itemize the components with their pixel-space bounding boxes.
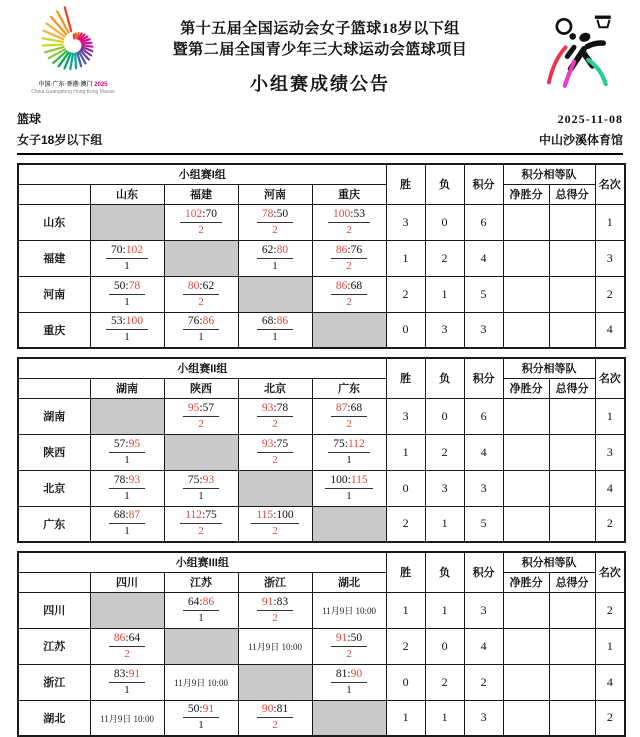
points-value: 3: [464, 592, 503, 628]
col-loss: 负: [425, 358, 464, 398]
category-label: 女子18岁以下组: [17, 131, 102, 148]
col-rank: 名次: [595, 358, 625, 398]
win-count: 0: [386, 664, 425, 700]
team-column-header: 福建: [164, 184, 238, 204]
match-result: 112:75 2: [164, 506, 238, 542]
match-result: 53:100 1: [90, 312, 164, 348]
col-points: 积分: [464, 358, 503, 398]
team-row: [18, 204, 625, 240]
match-result: 95:57 2: [164, 398, 238, 434]
team-header-row: [18, 378, 625, 398]
total-points-value: [549, 628, 595, 664]
team-label: 福建: [18, 240, 90, 276]
scheduled-match: 11月9日 10:00: [90, 700, 164, 736]
col-loss: 负: [425, 164, 464, 204]
team-column-header: 广东: [312, 378, 386, 398]
point-diff-value: [503, 204, 549, 240]
team-label: 重庆: [18, 312, 90, 348]
col-win: 胜: [386, 164, 425, 204]
event-title-line1: 第十五届全国运动会女子篮球18岁以下组: [17, 19, 623, 40]
match-result: 81:90 1: [312, 664, 386, 700]
match-result: 86:68 2: [312, 276, 386, 312]
team-row: [18, 592, 625, 628]
point-diff-value: [503, 592, 549, 628]
col-total-points: 总得分: [549, 184, 595, 204]
win-count: 2: [386, 506, 425, 542]
match-result: 76:86 1: [164, 312, 238, 348]
match-result: 80:62 2: [164, 276, 238, 312]
col-point-diff: 净胜分: [503, 572, 549, 592]
team-row: [18, 628, 625, 664]
loss-count: 0: [425, 628, 464, 664]
team-column-header: 重庆: [312, 184, 386, 204]
col-point-diff: 净胜分: [503, 184, 549, 204]
team-label: 北京: [18, 470, 90, 506]
team-column-header: 湖南: [90, 378, 164, 398]
total-points-value: [549, 592, 595, 628]
self-cell: [164, 628, 238, 664]
rank-value: 1: [595, 628, 625, 664]
points-value: 5: [464, 276, 503, 312]
team-row: [18, 434, 625, 470]
team-column-header: 山东: [90, 184, 164, 204]
self-cell: [238, 470, 312, 506]
page-header: [17, 6, 623, 106]
announcement-title: 小组赛成绩公告: [17, 70, 623, 96]
loss-count: 2: [425, 664, 464, 700]
team-row: [18, 276, 625, 312]
team-label: 山东: [18, 204, 90, 240]
win-count: 1: [386, 434, 425, 470]
group-table: [17, 551, 626, 737]
group-title: 小组赛III组: [18, 552, 386, 572]
col-win: 胜: [386, 358, 425, 398]
team-label: 湖北: [18, 700, 90, 736]
team-header-row: [18, 572, 625, 592]
scheduled-match: 11月9日 10:00: [312, 592, 386, 628]
col-tiebreak: 积分相等队: [503, 164, 595, 184]
corner-cell: [18, 572, 90, 592]
points-value: 6: [464, 398, 503, 434]
point-diff-value: [503, 398, 549, 434]
points-value: 6: [464, 204, 503, 240]
match-result: 100:53 2: [312, 204, 386, 240]
match-result: 64:86 1: [164, 592, 238, 628]
match-result: 91:83 2: [238, 592, 312, 628]
team-column-header: 陕西: [164, 378, 238, 398]
point-diff-value: [503, 276, 549, 312]
team-row: [18, 506, 625, 542]
match-result: 115:100 2: [238, 506, 312, 542]
team-column-header: 湖北: [312, 572, 386, 592]
team-label: 四川: [18, 592, 90, 628]
meta-row-2: [17, 131, 623, 148]
win-count: 3: [386, 398, 425, 434]
loss-count: 1: [425, 592, 464, 628]
corner-cell: [18, 378, 90, 398]
team-header-row: [18, 184, 625, 204]
emblem-caption-en: China Guangdong Hong Kong Macao: [23, 89, 123, 95]
team-label: 湖南: [18, 398, 90, 434]
match-result: 91:50 2: [312, 628, 386, 664]
match-result: 83:91 1: [90, 664, 164, 700]
match-result: 90:81 2: [238, 700, 312, 736]
games-emblem-icon: [29, 6, 117, 82]
match-result: 87:68 2: [312, 398, 386, 434]
self-cell: [164, 240, 238, 276]
win-count: 0: [386, 470, 425, 506]
match-result: 100:115 1: [312, 470, 386, 506]
team-row: [18, 312, 625, 348]
win-count: 1: [386, 240, 425, 276]
team-label: 江苏: [18, 628, 90, 664]
loss-count: 0: [425, 398, 464, 434]
rank-value: 2: [595, 700, 625, 736]
match-result: 86:76 2: [312, 240, 386, 276]
rank-value: 2: [595, 592, 625, 628]
rank-value: 4: [595, 312, 625, 348]
col-points: 积分: [464, 164, 503, 204]
rank-value: 3: [595, 240, 625, 276]
basketball-pictogram-icon: [537, 8, 621, 100]
loss-count: 2: [425, 240, 464, 276]
col-tiebreak: 积分相等队: [503, 358, 595, 378]
self-cell: [312, 506, 386, 542]
match-result: 50:91 1: [164, 700, 238, 736]
sport-label: 篮球: [17, 110, 41, 127]
loss-count: 3: [425, 470, 464, 506]
rank-value: 4: [595, 470, 625, 506]
self-cell: [238, 664, 312, 700]
col-rank: 名次: [595, 552, 625, 592]
points-value: 3: [464, 700, 503, 736]
group-title: 小组赛I组: [18, 164, 386, 184]
loss-count: 1: [425, 506, 464, 542]
col-total-points: 总得分: [549, 572, 595, 592]
self-cell: [312, 312, 386, 348]
points-value: 3: [464, 312, 503, 348]
group-header-row: [18, 358, 625, 378]
rank-value: 2: [595, 506, 625, 542]
header-divider: [17, 153, 623, 155]
self-cell: [90, 398, 164, 434]
match-result: 62:80 1: [238, 240, 312, 276]
team-column-header: 四川: [90, 572, 164, 592]
loss-count: 2: [425, 434, 464, 470]
team-label: 河南: [18, 276, 90, 312]
points-value: 4: [464, 434, 503, 470]
points-value: 3: [464, 470, 503, 506]
games-emblem: [23, 6, 123, 95]
team-label: 浙江: [18, 664, 90, 700]
rank-value: 1: [595, 398, 625, 434]
win-count: 1: [386, 592, 425, 628]
col-rank: 名次: [595, 164, 625, 204]
points-value: 4: [464, 240, 503, 276]
col-points: 积分: [464, 552, 503, 592]
match-result: 86:64 2: [90, 628, 164, 664]
total-points-value: [549, 240, 595, 276]
total-points-value: [549, 664, 595, 700]
match-result: 50:78 1: [90, 276, 164, 312]
event-title-line2: 暨第二届全国青少年三大球运动会篮球项目: [17, 40, 623, 61]
win-count: 1: [386, 700, 425, 736]
loss-count: 3: [425, 312, 464, 348]
point-diff-value: [503, 434, 549, 470]
point-diff-value: [503, 240, 549, 276]
date-label: 2025-11-08: [558, 112, 623, 127]
group-table: [17, 357, 626, 543]
match-result: 75:112 1: [312, 434, 386, 470]
team-row: [18, 240, 625, 276]
team-column-header: 江苏: [164, 572, 238, 592]
match-result: 78:93 1: [90, 470, 164, 506]
win-count: 2: [386, 628, 425, 664]
rank-value: 2: [595, 276, 625, 312]
total-points-value: [549, 434, 595, 470]
match-result: 102:70 2: [164, 204, 238, 240]
total-points-value: [549, 312, 595, 348]
point-diff-value: [503, 628, 549, 664]
team-row: [18, 398, 625, 434]
team-label: 广东: [18, 506, 90, 542]
total-points-value: [549, 506, 595, 542]
match-result: 57:95 1: [90, 434, 164, 470]
match-result: 68:87 1: [90, 506, 164, 542]
point-diff-value: [503, 664, 549, 700]
win-count: 3: [386, 204, 425, 240]
point-diff-value: [503, 506, 549, 542]
win-count: 0: [386, 312, 425, 348]
scheduled-match: 11月9日 10:00: [164, 664, 238, 700]
group-header-row: [18, 164, 625, 184]
team-column-header: 浙江: [238, 572, 312, 592]
emblem-caption: 中国·广东·香港·澳门 2025: [23, 82, 123, 89]
self-cell: [90, 204, 164, 240]
team-row: [18, 664, 625, 700]
self-cell: [164, 434, 238, 470]
team-label: 陕西: [18, 434, 90, 470]
group-header-row: [18, 552, 625, 572]
group-title: 小组赛II组: [18, 358, 386, 378]
match-result: 93:75 2: [238, 434, 312, 470]
meta-row-1: [17, 110, 623, 127]
match-result: 93:78 2: [238, 398, 312, 434]
win-count: 2: [386, 276, 425, 312]
self-cell: [90, 592, 164, 628]
venue-label: 中山沙溪体育馆: [539, 131, 623, 148]
col-win: 胜: [386, 552, 425, 592]
point-diff-value: [503, 312, 549, 348]
col-tiebreak: 积分相等队: [503, 552, 595, 572]
group-table: [17, 163, 626, 349]
loss-count: 1: [425, 700, 464, 736]
total-points-value: [549, 470, 595, 506]
rank-value: 1: [595, 204, 625, 240]
match-result: 75:93 1: [164, 470, 238, 506]
team-row: [18, 470, 625, 506]
col-total-points: 总得分: [549, 378, 595, 398]
total-points-value: [549, 204, 595, 240]
rank-value: 4: [595, 664, 625, 700]
team-column-header: 河南: [238, 184, 312, 204]
group-tables: [17, 163, 623, 737]
loss-count: 0: [425, 204, 464, 240]
match-result: 78:50 2: [238, 204, 312, 240]
points-value: 2: [464, 664, 503, 700]
loss-count: 1: [425, 276, 464, 312]
total-points-value: [549, 276, 595, 312]
match-result: 68:86 1: [238, 312, 312, 348]
self-cell: [238, 276, 312, 312]
point-diff-value: [503, 470, 549, 506]
col-point-diff: 净胜分: [503, 378, 549, 398]
points-value: 4: [464, 628, 503, 664]
corner-cell: [18, 184, 90, 204]
points-value: 5: [464, 506, 503, 542]
match-result: 70:102 1: [90, 240, 164, 276]
rank-value: 3: [595, 434, 625, 470]
scheduled-match: 11月9日 10:00: [238, 628, 312, 664]
total-points-value: [549, 398, 595, 434]
col-loss: 负: [425, 552, 464, 592]
team-column-header: 北京: [238, 378, 312, 398]
